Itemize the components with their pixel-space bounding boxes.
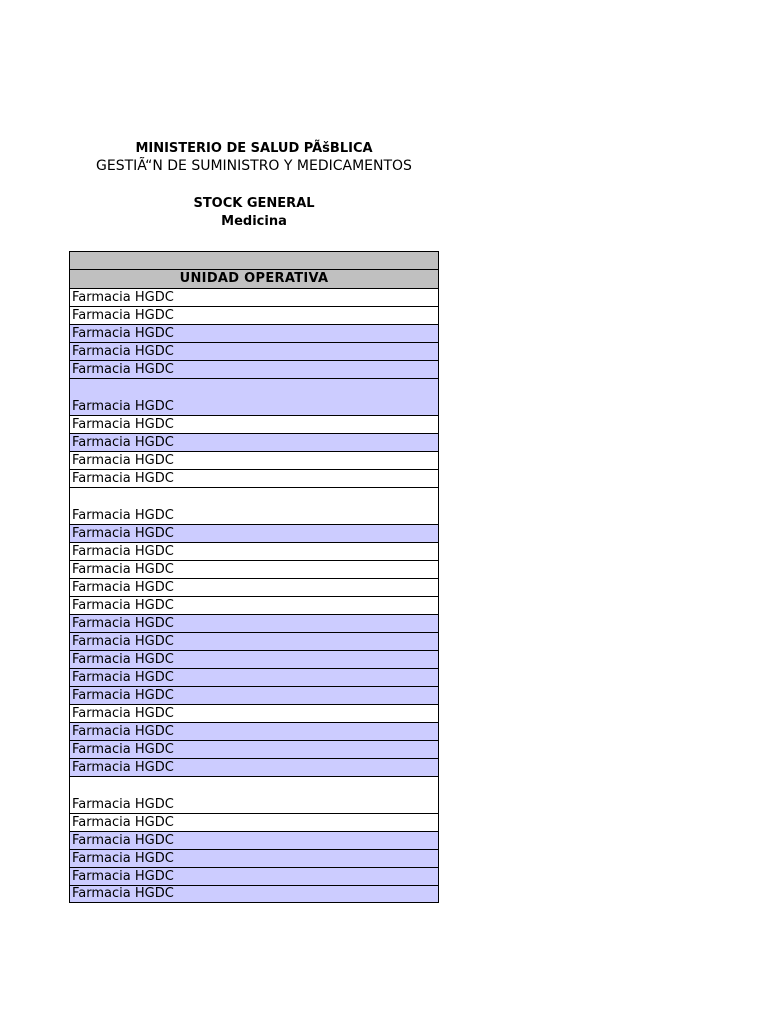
table-row: Farmacia HGDC: [70, 776, 438, 813]
table-row: Farmacia HGDC: [70, 342, 438, 360]
table-row: Farmacia HGDC: [70, 469, 438, 487]
table-row: Farmacia HGDC: [70, 740, 438, 758]
table-top-bar: [70, 251, 438, 269]
table-row: Farmacia HGDC: [70, 542, 438, 560]
table-row: Farmacia HGDC: [70, 578, 438, 596]
table-row: Farmacia HGDC: [70, 487, 438, 524]
table-row: Farmacia HGDC: [70, 378, 438, 415]
table-row: Farmacia HGDC: [70, 360, 438, 378]
table-row: Farmacia HGDC: [70, 451, 438, 469]
ministry-title: MINISTERIO DE SALUD PÃšBLICA: [135, 141, 373, 156]
table-row: Farmacia HGDC: [70, 614, 438, 632]
table-row: Farmacia HGDC: [70, 885, 438, 903]
table-row: Farmacia HGDC: [70, 722, 438, 740]
column-header-unidad-operativa: UNIDAD OPERATIVA: [70, 269, 438, 288]
department-title: GESTIÃ“N DE SUMINISTRO Y MEDICAMENTOS: [96, 158, 412, 174]
report-title: STOCK GENERAL: [193, 196, 315, 211]
table-row: Farmacia HGDC: [70, 704, 438, 722]
table-row: Farmacia HGDC: [70, 668, 438, 686]
table-row: Farmacia HGDC: [70, 686, 438, 704]
table-body: [70, 288, 438, 903]
table-row: Farmacia HGDC: [70, 324, 438, 342]
table-row: Farmacia HGDC: [70, 415, 438, 433]
table-row: Farmacia HGDC: [70, 524, 438, 542]
table-row: Farmacia HGDC: [70, 433, 438, 451]
stock-table: [69, 251, 439, 903]
category-title: Medicina: [221, 214, 287, 229]
table-row: Farmacia HGDC: [70, 306, 438, 324]
table-row: Farmacia HGDC: [70, 831, 438, 849]
table-row: Farmacia HGDC: [70, 288, 438, 306]
table-row: Farmacia HGDC: [70, 560, 438, 578]
table-row: Farmacia HGDC: [70, 867, 438, 885]
table-row: Farmacia HGDC: [70, 596, 438, 614]
table-row: Farmacia HGDC: [70, 758, 438, 776]
table-row: Farmacia HGDC: [70, 849, 438, 867]
table-row: Farmacia HGDC: [70, 650, 438, 668]
table-row: Farmacia HGDC: [70, 632, 438, 650]
table-row: Farmacia HGDC: [70, 813, 438, 831]
